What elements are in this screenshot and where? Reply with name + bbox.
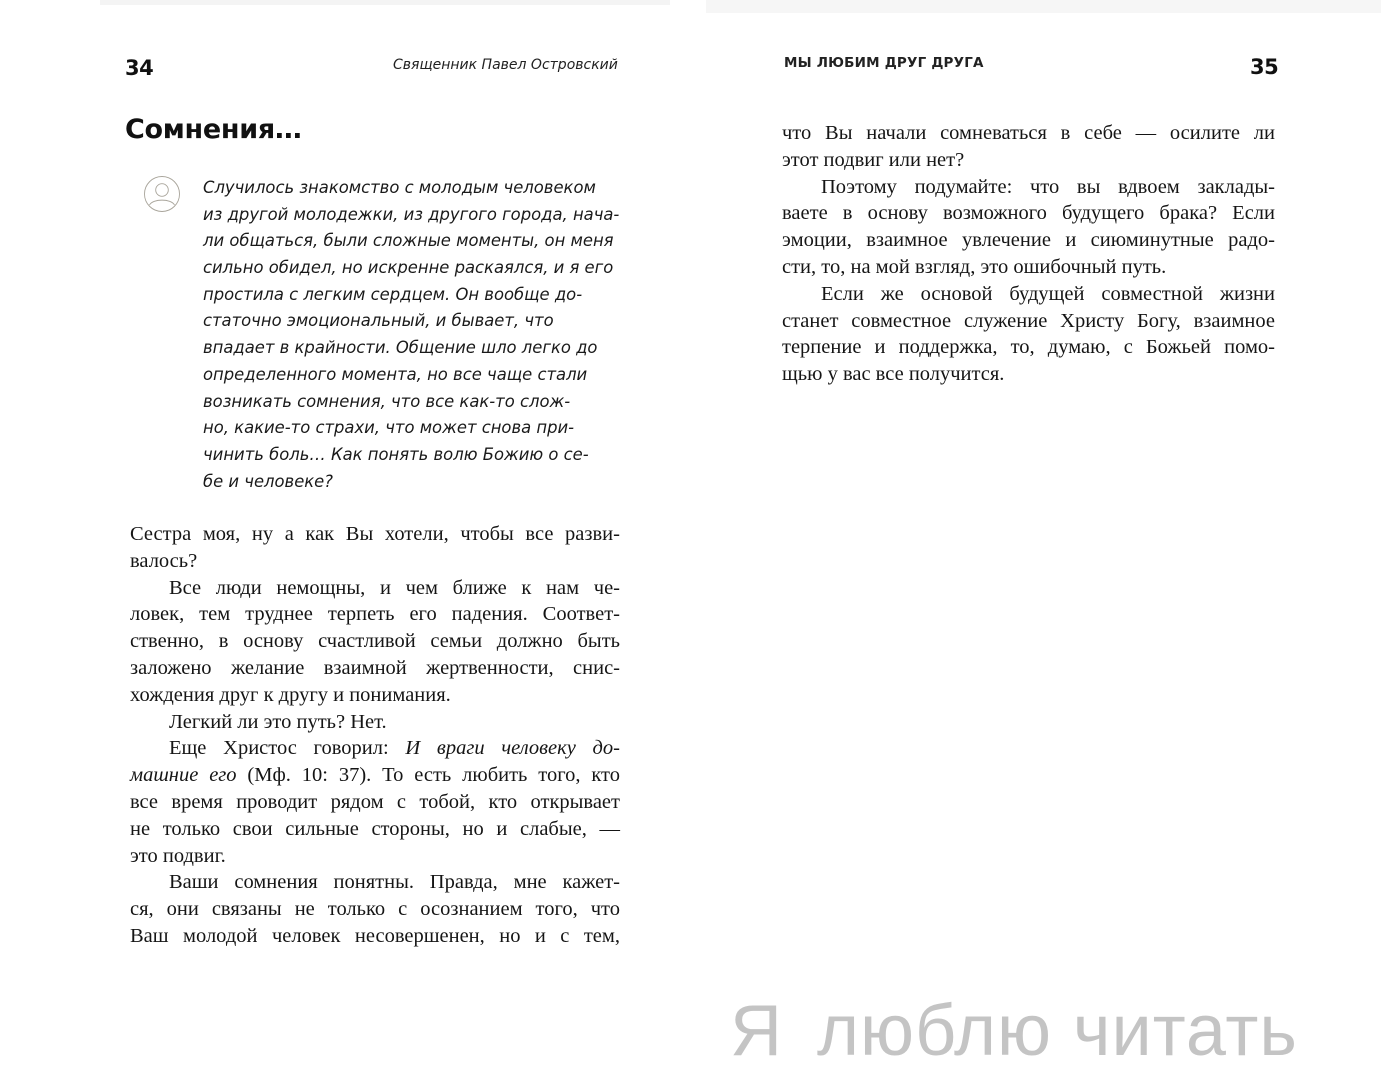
- question-line: Случилось знакомство с молодым человеком: [203, 178, 596, 197]
- scripture-quote: И враги человеку до-: [405, 737, 620, 760]
- user-avatar-icon: [143, 175, 181, 213]
- section-title: Сомнения…: [125, 114, 302, 145]
- question-line: но, какие-то страхи, что может снова при-: [203, 418, 575, 438]
- question-line: ли общаться, были сложные моменты, он меня: [203, 231, 614, 251]
- answer-line: станет совместное служение Христу Богу, взаимное: [782, 309, 1275, 332]
- answer-line: сти, то, на мой взгляд, это ошибочный путь.: [782, 255, 1167, 278]
- answer-line: ваете в основу возможного будущего брака? Если: [782, 202, 1275, 225]
- question-line: впадает в крайности. Общение шло легко до: [203, 338, 598, 358]
- left-page: [0, 0, 690, 1080]
- answer-line: Если же основой будущей совместной жизни: [821, 282, 1275, 305]
- answer-text-plain: Еще Христос говорил:: [169, 737, 406, 760]
- answer-text: [130, 521, 620, 950]
- answer-line: Поэтому подумайте: что вы вдвоем заклады-: [821, 175, 1275, 198]
- answer-line: что Вы начали сомневаться в себе — осилите ли: [782, 122, 1275, 144]
- question-line: возникать сомнения, что все как-то слож-: [203, 391, 571, 411]
- answer-line: ся, они связаны не только с осознанием того, что: [130, 898, 620, 921]
- watermark-word-1: Я: [730, 991, 783, 1071]
- answer-line: Сестра моя, ну а как Вы хотели, чтобы все разви-: [130, 523, 620, 545]
- question-line: определенного момента, но все чаще стали: [203, 364, 588, 384]
- answer-line: Ваш молодой человек несовершенен, но и с тем,: [130, 924, 620, 947]
- answer-line: ловек, тем труднее терпеть его падения. Соответ-: [130, 603, 620, 626]
- running-head-chapter: МЫ ЛЮБИМ ДРУГ ДРУГА: [784, 55, 984, 71]
- answer-line: все время проводит рядом с тобой, кто открывает: [130, 790, 620, 813]
- answer-line: хождения друг к другу и понимания.: [130, 683, 451, 706]
- question-line: чинить боль… Как понять волю Божию о се-: [203, 444, 589, 464]
- answer-line: терпение и поддержка, то, думаю, с Божьей помо-: [782, 336, 1275, 359]
- answer-line: Все люди немощны, и чем ближе к нам че-: [169, 576, 620, 599]
- question-line: сильно обидел, но искренне раскаялся, и я его: [203, 258, 614, 278]
- answer-continuation: [782, 120, 1275, 388]
- watermark: [730, 990, 1298, 1072]
- reader-question: [203, 175, 618, 495]
- answer-line: щью у вас все получится.: [782, 363, 1005, 386]
- answer-line: эмоции, взаимное увлечение и сиюминутные радо-: [782, 229, 1275, 252]
- answer-line-quote: [130, 735, 620, 762]
- answer-line: валось?: [130, 549, 198, 572]
- right-page: [690, 0, 1381, 1080]
- question-line: простила с легким сердцем. Он вообще до-: [203, 284, 583, 304]
- question-line: бе и человеке?: [203, 471, 333, 491]
- answer-line: Ваши сомнения понятны. Правда, мне кажет-: [169, 871, 620, 894]
- answer-line: этот подвиг или нет?: [782, 148, 965, 171]
- question-line: статочно эмоциональный, и бывает, что: [203, 311, 554, 331]
- answer-line-quote: [130, 762, 620, 789]
- page-number-left: 34: [125, 56, 154, 80]
- watermark-word-2: люблю читать: [817, 991, 1298, 1071]
- answer-line: заложено желание взаимной жертвенности, снис-: [130, 656, 620, 679]
- scripture-reference: (Мф. 10: 37). То есть любить того, кто: [236, 764, 620, 787]
- page-number-right: 35: [1250, 55, 1279, 79]
- answer-line: ственно, в основу счастливой семьи должно быть: [130, 630, 620, 653]
- answer-line: не только свои сильные стороны, но и слабые, —: [130, 817, 620, 840]
- scripture-quote: машние его: [130, 764, 237, 787]
- question-line: из другой молодежки, из другого города, нача-: [203, 204, 620, 224]
- answer-line: Легкий ли это путь? Нет.: [169, 710, 387, 733]
- running-head-author: Священник Павел Островский: [393, 57, 618, 73]
- answer-line: это подвиг.: [130, 844, 226, 867]
